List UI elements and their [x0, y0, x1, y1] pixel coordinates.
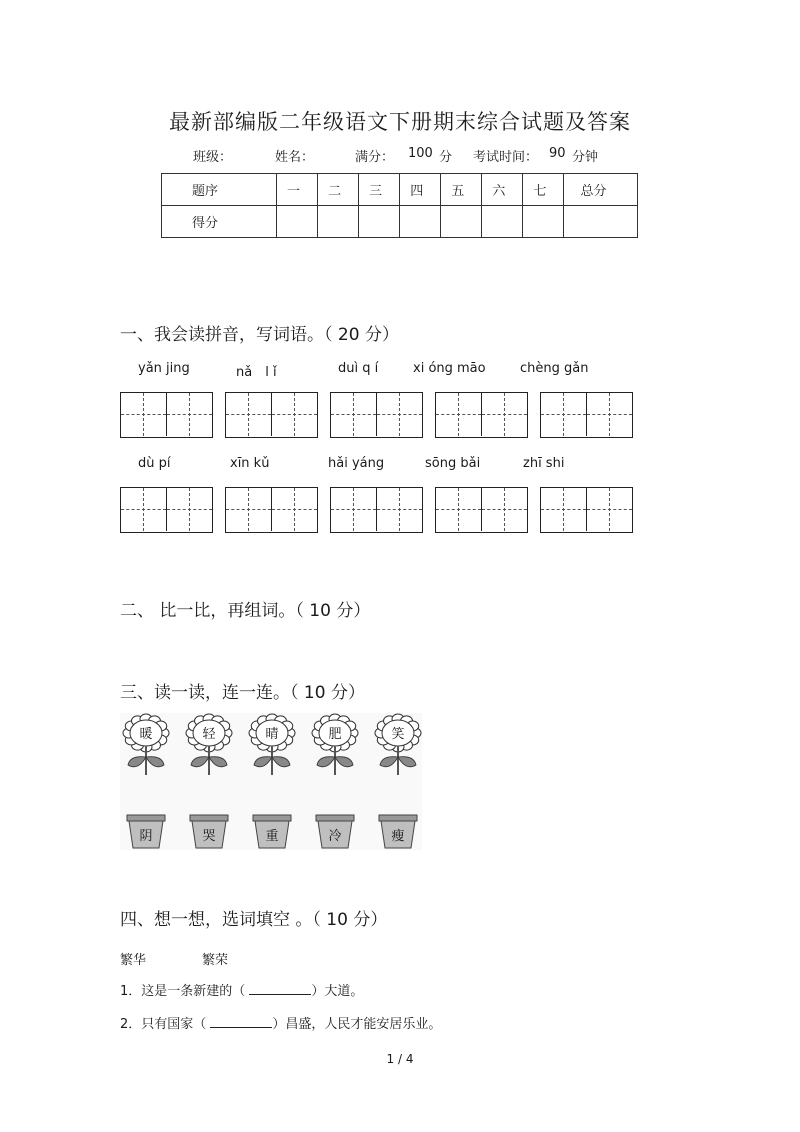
- flower-leaf: [209, 757, 227, 767]
- flower: [249, 714, 295, 775]
- word-option: 繁华: [120, 953, 147, 968]
- section-2-title: 二、 比一比，再组词。（ 10 分）: [120, 601, 371, 621]
- page-number: 1 / 4: [386, 1052, 414, 1066]
- full-score-label: 满分：: [355, 150, 395, 165]
- class-label: 班级：: [193, 150, 233, 165]
- pot-character: 阴: [139, 829, 153, 844]
- pot: [379, 815, 417, 848]
- pinyin-label: xīn kǔ: [230, 456, 270, 471]
- pot-rim: [253, 815, 291, 821]
- flower-leaf: [380, 757, 398, 767]
- flower: [123, 714, 169, 775]
- section-1-title: 一、我会读拼音，写词语。（ 20 分）: [120, 325, 399, 345]
- score-cell[interactable]: [277, 206, 318, 238]
- pinyin-label: nǎ l ǐ: [236, 365, 277, 380]
- score-cell[interactable]: [359, 206, 400, 238]
- flower-leaf: [191, 757, 209, 767]
- header-cell: 一: [277, 174, 318, 206]
- header-cell: 总分: [564, 174, 638, 206]
- section-3-title: 三、读一读，连一连。（ 10 分）: [120, 683, 365, 703]
- flower-character: 轻: [202, 727, 216, 742]
- time-unit: 分钟: [572, 150, 599, 165]
- pot-rim: [379, 815, 417, 821]
- pot-character: 冷: [328, 829, 342, 844]
- writing-grid[interactable]: [120, 487, 213, 533]
- pinyin-label: xi óng māo: [413, 361, 486, 376]
- pot-rim: [190, 815, 228, 821]
- flower: [375, 714, 421, 775]
- flower: [186, 714, 232, 775]
- pinyin-label: chèng gǎn: [520, 361, 589, 376]
- flower-leaf: [128, 757, 146, 767]
- answer-blank[interactable]: [210, 1015, 272, 1028]
- flower: [312, 714, 358, 775]
- flower-character: 肥: [328, 727, 342, 742]
- pinyin-label: zhī shi: [523, 456, 565, 471]
- pinyin-label: duì q í: [338, 361, 379, 376]
- question-1-suffix: ）大道。: [311, 984, 364, 999]
- flower-leaf: [254, 757, 272, 767]
- flower-leaf: [146, 757, 164, 767]
- score-table: [161, 173, 638, 238]
- time-value: 90: [549, 146, 566, 161]
- question-1: [120, 980, 363, 999]
- header-cell: 二: [318, 174, 359, 206]
- flower-character: 笑: [391, 727, 405, 742]
- pot-character: 瘦: [391, 829, 405, 844]
- score-table-row: [162, 206, 638, 238]
- score-unit: 分: [439, 150, 453, 165]
- pot: [190, 815, 228, 848]
- pot: [316, 815, 354, 848]
- pinyin-label: sōng bǎi: [425, 456, 481, 471]
- matching-illustration: [120, 713, 422, 850]
- writing-grid[interactable]: [225, 487, 318, 533]
- score-cell[interactable]: [318, 206, 359, 238]
- flower-character: 晴: [265, 727, 279, 742]
- writing-grid[interactable]: [120, 392, 213, 438]
- pot-character: 哭: [202, 829, 216, 844]
- flower-leaf: [335, 757, 353, 767]
- word-option: 繁荣: [202, 953, 229, 968]
- header-cell: 三: [359, 174, 400, 206]
- pot-character: 重: [265, 829, 279, 844]
- name-label: 姓名：: [275, 150, 315, 165]
- flower-leaf: [272, 757, 290, 767]
- writing-grid[interactable]: [225, 392, 318, 438]
- pinyin-label: yǎn jing: [138, 361, 190, 376]
- score-cell[interactable]: [564, 206, 638, 238]
- writing-grid[interactable]: [435, 392, 528, 438]
- pot: [127, 815, 165, 848]
- section-4-title: 四、想一想，选词填空 。（ 10 分）: [120, 910, 388, 930]
- pot: [253, 815, 291, 848]
- pinyin-label: dù pí: [138, 456, 171, 471]
- writing-grid[interactable]: [330, 487, 423, 533]
- answer-blank[interactable]: [249, 982, 311, 995]
- header-cell: 七: [523, 174, 564, 206]
- header-cell: 四: [400, 174, 441, 206]
- page-title: 最新部编版二年级语文下册期末综合试题及答案: [169, 110, 631, 134]
- question-2: [120, 1013, 441, 1032]
- writing-grid[interactable]: [540, 487, 633, 533]
- flower-leaf: [317, 757, 335, 767]
- flowers-and-pots-svg: [120, 713, 422, 850]
- header-cell: 题序: [162, 174, 277, 206]
- pot-rim: [316, 815, 354, 821]
- full-score-value: 100: [408, 146, 433, 161]
- header-cell: 六: [482, 174, 523, 206]
- header-cell: 五: [441, 174, 482, 206]
- score-cell[interactable]: [523, 206, 564, 238]
- pinyin-label: hǎi yáng: [328, 456, 385, 471]
- writing-grid[interactable]: [435, 487, 528, 533]
- question-2-prefix: 2．只有国家（: [120, 1017, 211, 1032]
- score-cell[interactable]: [400, 206, 441, 238]
- flower-leaf: [398, 757, 416, 767]
- score-cell[interactable]: [441, 206, 482, 238]
- row-label: 得分: [162, 206, 277, 238]
- writing-grid[interactable]: [330, 392, 423, 438]
- writing-grid[interactable]: [540, 392, 633, 438]
- time-label: 考试时间：: [473, 150, 539, 165]
- pot-rim: [127, 815, 165, 821]
- question-2-suffix: ）昌盛，人民才能安居乐业。: [272, 1017, 442, 1032]
- flower-character: 暖: [139, 727, 153, 742]
- score-table-header-row: [162, 174, 638, 206]
- score-cell[interactable]: [482, 206, 523, 238]
- question-1-prefix: 1．这是一条新建的（: [120, 984, 250, 999]
